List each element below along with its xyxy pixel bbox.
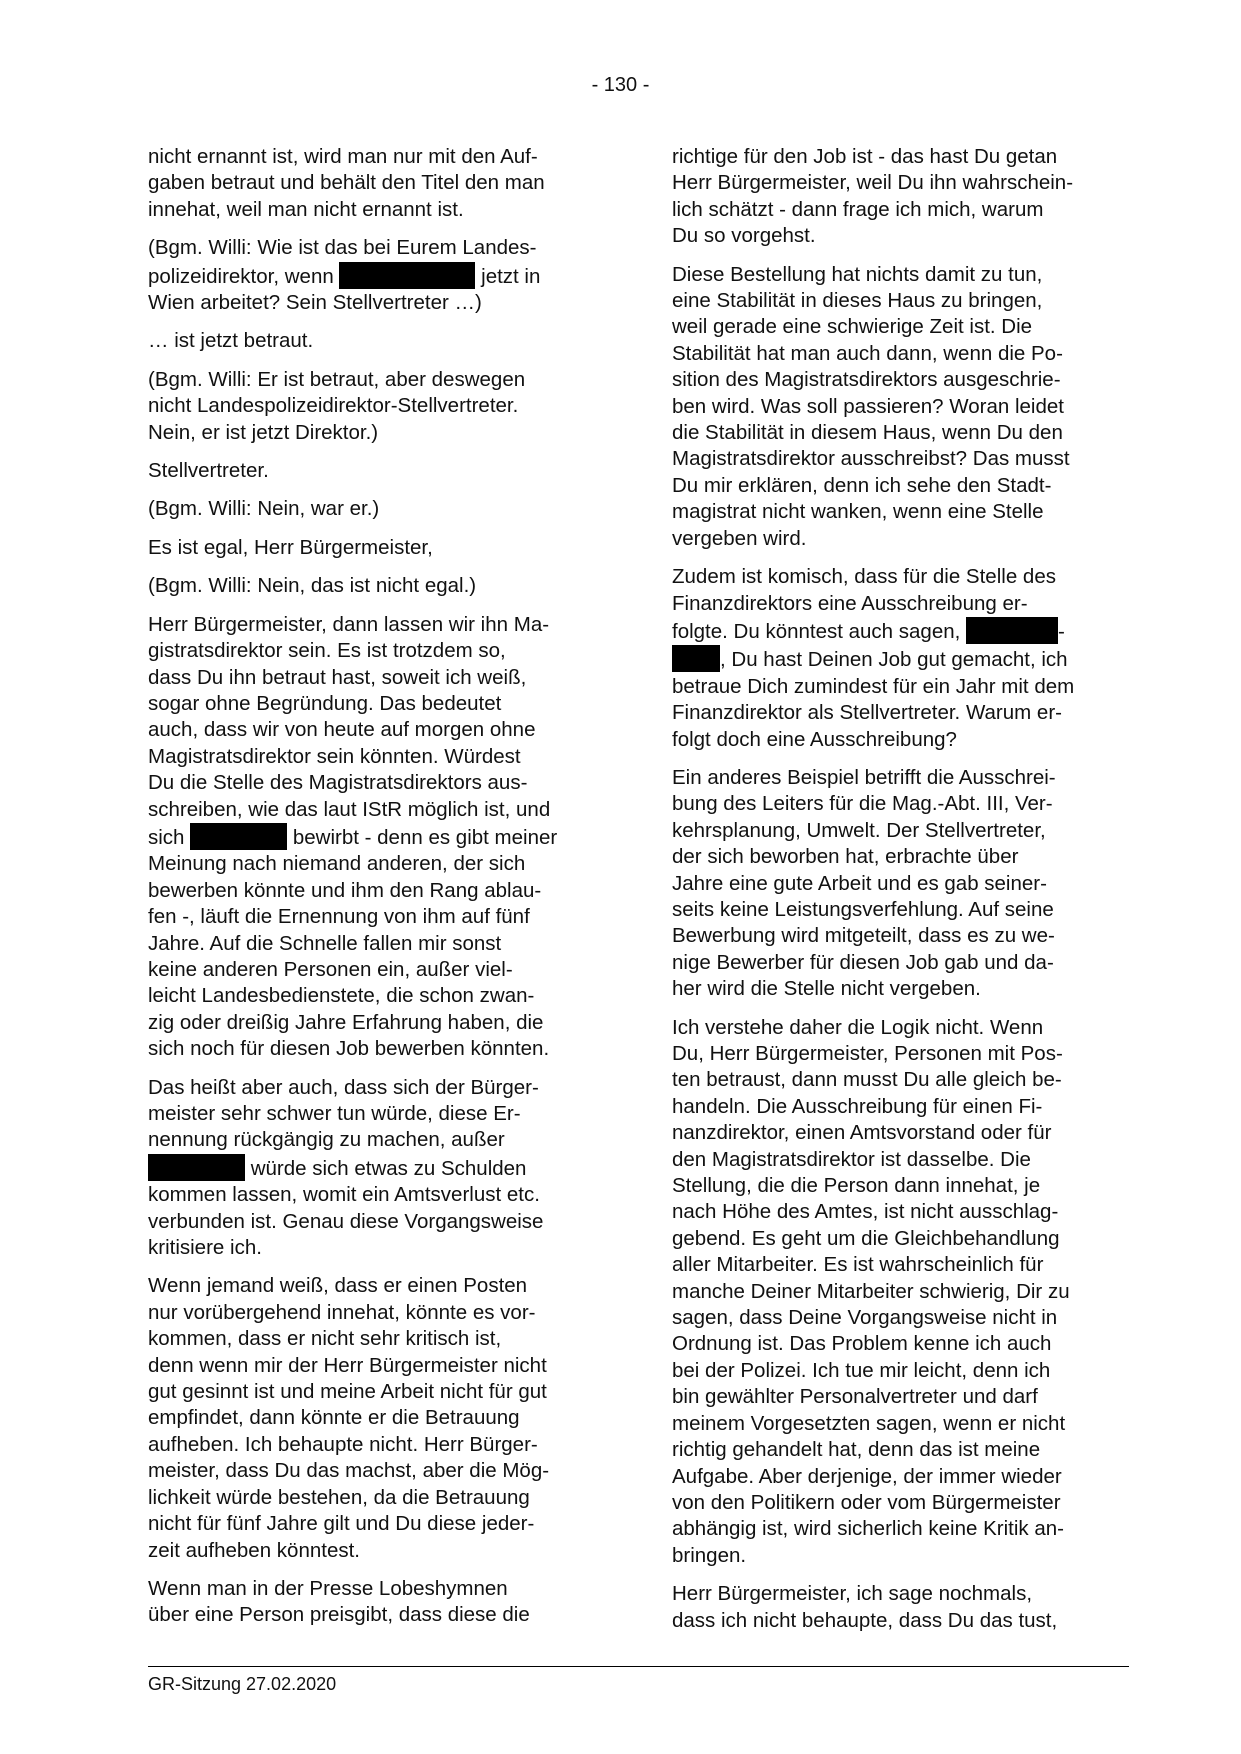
paragraph: Es ist egal, Herr Bürgermeister, bbox=[148, 535, 433, 559]
footer-divider bbox=[148, 1666, 1129, 1667]
paragraph: richtige für den Job ist - das hast Du getan Herr Bürgermeister, weil Du ihn wahrschein- lich schätzt - dann frage ich mich, warum Du so vorgehst. bbox=[672, 145, 1074, 248]
redaction-bar bbox=[339, 262, 475, 289]
left-column bbox=[148, 144, 604, 1641]
paragraph: Ich verstehe daher die Logik nicht. Wenn Du, Herr Bürgermeister, Personen mit Pos- ten betraust, dann musst Du alle gleich be- handeln. Die Ausschreibung für einen Fi- nanzdirektor, einen Amtsvorstand oder für den Magistratsdirektor ist dasselbe. Die Stellung, die die Person dann innehat, je nach Höhe des Amtes, ist nicht ausschlag- gebend. Es geht um die Gleichbehandlung aller Mitarbeiter. Es ist wahrscheinlich für manche Deiner Mitarbeiter schwierig, Dir zu sagen, dass Deine Vorgangsweise nicht in Ordnung ist. Das Problem kenne ich auch bei der Polizei. Ich tue mir leicht, denn ich bin gewählter Personalvertreter und darf meinem Vorgesetzten sagen, wenn er nicht richtig gehandelt hat, denn das ist meine Aufgabe. Aber derjenige, der immer wieder von den Politikern oder vom Bürgermeister abhängig ist, wird sicherlich keine Kritik an- bringen. bbox=[672, 1015, 1070, 1567]
paragraph: … ist jetzt betraut. bbox=[148, 329, 314, 353]
redaction-bar bbox=[190, 823, 287, 850]
paragraph: Wenn man in der Presse Lobeshymnen über eine Person preisgibt, dass diese die bbox=[148, 1576, 530, 1627]
redaction-bar bbox=[148, 1154, 245, 1181]
redaction-bar bbox=[966, 617, 1058, 644]
paragraph: Stellvertreter. bbox=[148, 459, 269, 483]
paragraph: Herr Bürgermeister, ich sage nochmals, dass ich nicht behaupte, dass Du das tust, bbox=[672, 1582, 1058, 1632]
paragraph: (Bgm. Willi: Wie ist das bei Eurem Landes- polizeidirektor, wenn jetzt in Wien arbeitet? Sein Stellvertreter …) bbox=[148, 236, 541, 315]
paragraph: nicht ernannt ist, wird man nur mit den Auf- gaben betraut und behält den Titel den man innehat, weil man nicht ernannt ist. bbox=[148, 145, 545, 221]
paragraph: Zudem ist komisch, dass für die Stelle des Finanzdirektors eine Ausschreibung er- folgte. Du könntest auch sagen, - , Du hast Deinen Job gut gemacht, ich betraue Dich zumindest für ein Jahr mit dem Finanzdirektor als Stellvertreter. Warum er- folgt doch eine Ausschreibung? bbox=[672, 565, 1075, 751]
paragraph: Herr Bürgermeister, dann lassen wir ihn Ma- gistratsdirektor sein. Es ist trotzdem so, dass Du ihn betraut hast, soweit ich weiß, sogar ohne Begründung. Das bedeutet auch, dass wir von heute auf morgen ohne Magistratsdirektor sein könnten. Würdest Du die Stelle des Magistratsdirektors aus- schreiben, wie das laut IStR möglich ist, und sich bewirbt - denn es gibt meiner Meinung nach niemand anderen, der sich bewerben könnte und ihm den Rang ablau- fen -, läuft die Ernennung von ihm auf fünf Jahre. Auf die Schnelle fallen mir sonst keine anderen Personen ein, außer viel- leicht Landesbedienstete, die schon zwan- zig oder dreißig Jahre Erfahrung haben, die sich noch für diesen Job bewerben könnten. bbox=[148, 612, 558, 1061]
paragraph: (Bgm. Willi: Er ist betraut, aber deswegen nicht Landespolizeidirektor-Stellvertreter. Nein, er ist jetzt Direktor.) bbox=[148, 367, 526, 444]
paragraph: (Bgm. Willi: Nein, war er.) bbox=[148, 497, 380, 521]
page-number: - 130 - bbox=[591, 74, 650, 96]
right-column bbox=[672, 144, 1132, 1646]
paragraph: Ein anderes Beispiel betrifft die Ausschrei- bung des Leiters für die Mag.-Abt. III, Ver- kehrsplanung, Umwelt. Der Stellvertreter, der sich beworben hat, erbrachte über Jahre eine gute Arbeit und es gab seiner- seits keine Leistungsverfehlung. Auf seine Bewerbung wird mitgeteilt, dass es zu we- nige Bewerber für diesen Job gab und da- her wird die Stelle nicht vergeben. bbox=[672, 765, 1056, 1001]
paragraph: Wenn jemand weiß, dass er einen Posten nur vorübergehend innehat, könnte es vor- kommen, dass er nicht sehr kritisch ist, denn wenn mir der Herr Bürgermeister nicht gut gesinnt ist und meine Arbeit nicht für gut empfindet, dann könnte er die Betrauung aufheben. Ich behaupte nicht. Herr Bürger- meister, dass Du das machst, aber die Mög- lichkeit würde bestehen, da die Betrauung nicht für fünf Jahre gilt und Du diese jeder- zeit aufheben könntest. bbox=[148, 1274, 550, 1562]
redaction-bar bbox=[672, 645, 720, 672]
paragraph: Das heißt aber auch, dass sich der Bürger- meister sehr schwer tun würde, diese Er- nennung rückgängig zu machen, außer würde sich etwas zu Schulden kommen lassen, womit ein Amtsverlust etc. verbunden ist. Genau diese Vorgangsweise kritisiere ich. bbox=[148, 1075, 544, 1260]
paragraph: (Bgm. Willi: Nein, das ist nicht egal.) bbox=[148, 574, 477, 598]
paragraph: Diese Bestellung hat nichts damit zu tun, eine Stabilität in dieses Haus zu bringen, weil gerade eine schwierige Zeit ist. Die Stabilität hat man auch dann, wenn die Po- sition des Magistratsdirektors ausgeschrie- ben wird. Was soll passieren? Woran leidet die Stabilität in diesem Haus, wenn Du den Magistratsdirektor ausschreibst? Das musst Du mir erklären, denn ich sehe den Stadt- magistrat nicht wanken, wenn eine Stelle vergeben wird. bbox=[672, 262, 1070, 550]
footer-text: GR-Sitzung 27.02.2020 bbox=[148, 1674, 337, 1694]
